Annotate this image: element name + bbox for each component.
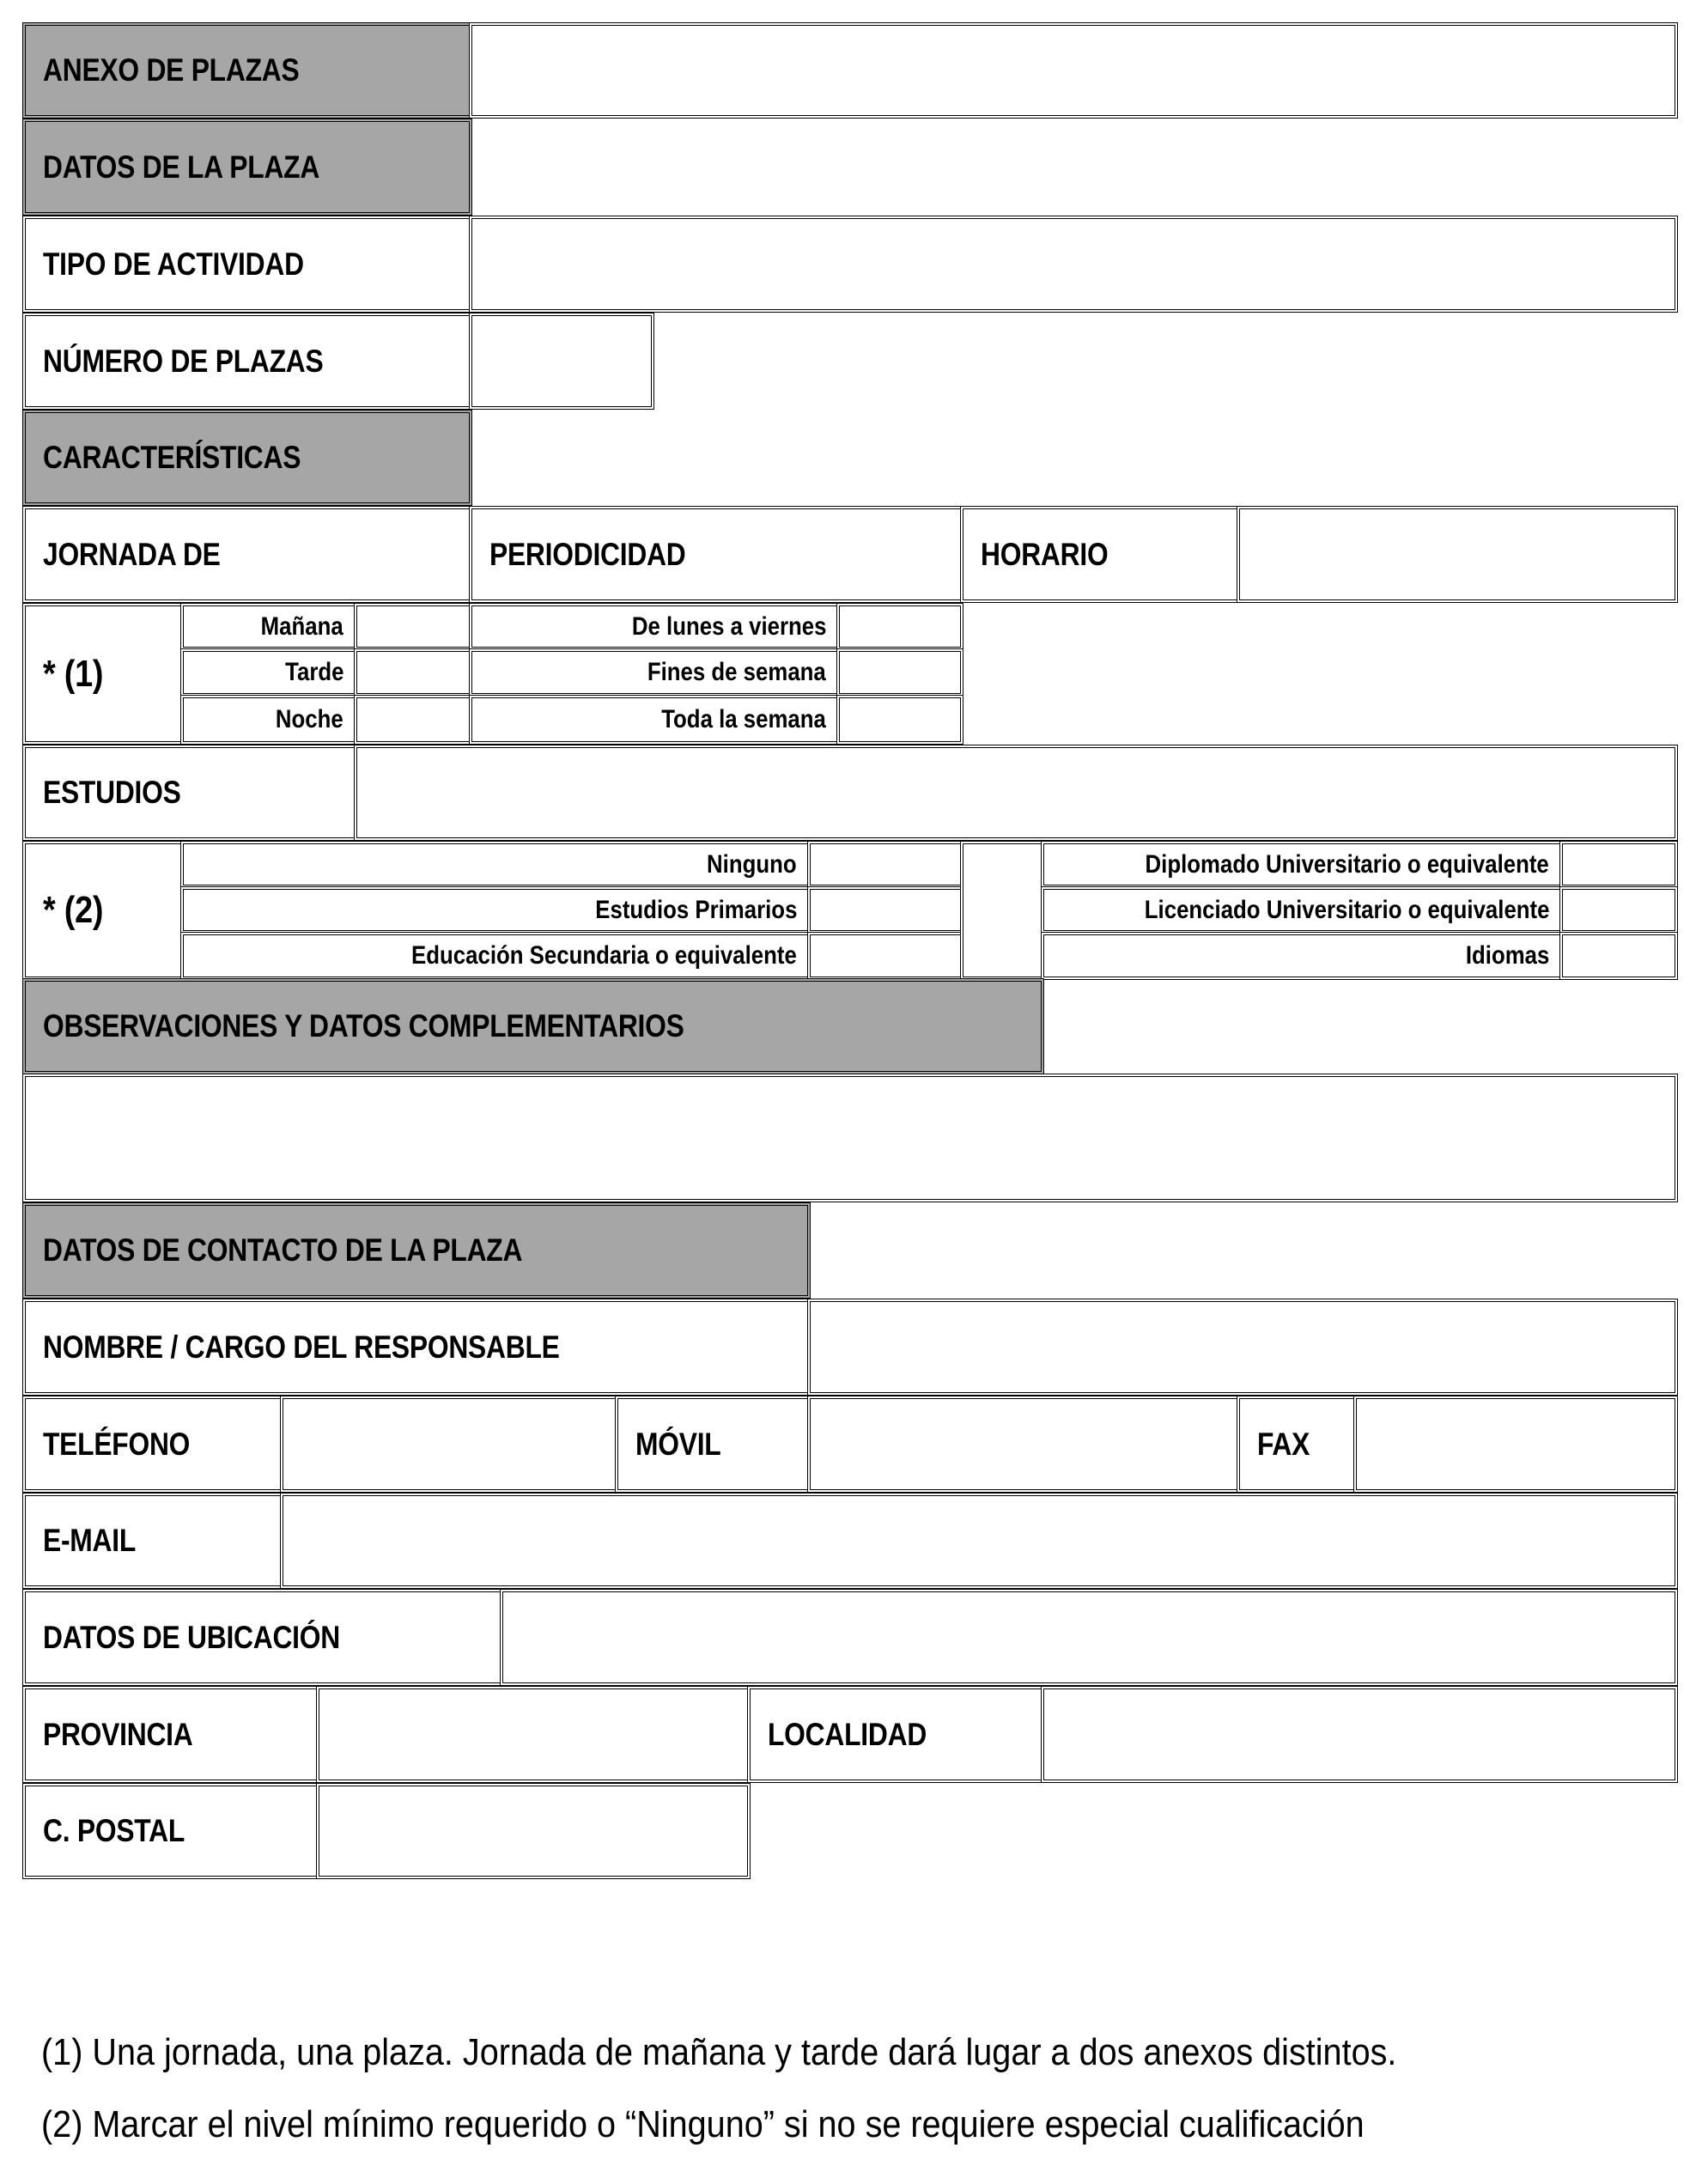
contact-data-header: DATOS DE CONTACTO DE LA PLAZA [22, 1202, 811, 1299]
observaciones-header: OBSERVACIONES Y DATOS COMPLEMENTARIOS [22, 978, 1044, 1074]
characteristics-header: CARACTERÍSTICAS [22, 410, 472, 506]
periodicidad-option-toda-semana: Toda la semana [469, 695, 840, 745]
estudios-checkbox-idiomas[interactable] [1559, 932, 1678, 980]
cpostal-label: C. POSTAL [22, 1783, 319, 1879]
estudios-checkbox-licenciado[interactable] [1559, 886, 1678, 934]
jornada-checkbox-manana[interactable] [354, 603, 472, 650]
responsable-field[interactable] [807, 1299, 1678, 1396]
fax-field[interactable] [1353, 1396, 1678, 1493]
periodicidad-label: PERIODICIDAD [469, 506, 963, 603]
jornada-checkbox-tarde[interactable] [354, 648, 472, 697]
num-plazas-field[interactable] [469, 313, 654, 410]
telefono-label: TELÉFONO [22, 1396, 283, 1493]
localidad-field[interactable] [1041, 1686, 1678, 1783]
activity-type-field[interactable] [469, 216, 1678, 313]
provincia-label: PROVINCIA [22, 1686, 319, 1783]
annex-header-field[interactable] [469, 22, 1678, 119]
horario-label: HORARIO [960, 506, 1240, 603]
plaza-data-header: DATOS DE LA PLAZA [22, 119, 472, 216]
estudios-option-ninguno: Ninguno [180, 841, 811, 888]
email-label: E-MAIL [22, 1493, 283, 1589]
periodicidad-checkbox-toda-semana[interactable] [836, 695, 963, 745]
jornada-label: JORNADA DE [22, 506, 472, 603]
activity-type-label: TIPO DE ACTIVIDAD [22, 216, 472, 313]
estudios-option-idiomas: Idiomas [1041, 932, 1563, 980]
provincia-field[interactable] [316, 1686, 751, 1783]
estudios-label: ESTUDIOS [22, 745, 357, 841]
estudios-option-licenciado: Licenciado Universitario o equivalente [1041, 886, 1563, 934]
ubicacion-field[interactable] [500, 1589, 1678, 1686]
estudios-option-primarios: Estudios Primarios [180, 886, 811, 934]
ref1-label: * (1) [22, 603, 184, 745]
periodicidad-option-lunes-viernes: De lunes a viernes [469, 603, 840, 650]
localidad-label: LOCALIDAD [747, 1686, 1044, 1783]
estudios-checkbox-primarios[interactable] [807, 886, 963, 934]
movil-field[interactable] [807, 1396, 1240, 1493]
jornada-option-manana: Mañana [180, 603, 357, 650]
num-plazas-label: NÚMERO DE PLAZAS [22, 313, 472, 410]
estudios-option-secundaria: Educación Secundaria o equivalente [180, 932, 811, 980]
fax-label: FAX [1237, 1396, 1357, 1493]
telefono-field[interactable] [280, 1396, 618, 1493]
periodicidad-checkbox-fines-semana[interactable] [836, 648, 963, 697]
responsable-label: NOMBRE / CARGO DEL RESPONSABLE [22, 1299, 811, 1396]
ref2-label: * (2) [22, 841, 184, 980]
footnote-2: (2) Marcar el nivel mínimo requerido o “Ninguno” si no se requiere especial cualificación [41, 2103, 1365, 2145]
cpostal-field[interactable] [316, 1783, 751, 1879]
periodicidad-option-fines-semana: Fines de semana [469, 648, 840, 697]
annex-header-label: ANEXO DE PLAZAS [22, 22, 472, 119]
jornada-option-noche: Noche [180, 695, 357, 745]
observaciones-field[interactable] [22, 1074, 1678, 1202]
estudios-checkbox-secundaria[interactable] [807, 932, 963, 980]
footnote-1: (1) Una jornada, una plaza. Jornada de mañana y tarde dará lugar a dos anexos distintos. [41, 2031, 1397, 2073]
estudios-field[interactable] [354, 745, 1678, 841]
jornada-option-tarde: Tarde [180, 648, 357, 697]
estudios-spacer-cell [960, 841, 1044, 980]
horario-field[interactable] [1237, 506, 1678, 603]
estudios-checkbox-diplomado[interactable] [1559, 841, 1678, 888]
jornada-checkbox-noche[interactable] [354, 695, 472, 745]
ubicacion-label: DATOS DE UBICACIÓN [22, 1589, 503, 1686]
estudios-checkbox-ninguno[interactable] [807, 841, 963, 888]
email-field[interactable] [280, 1493, 1678, 1589]
estudios-option-diplomado: Diplomado Universitario o equivalente [1041, 841, 1563, 888]
movil-label: MÓVIL [615, 1396, 811, 1493]
periodicidad-checkbox-lunes-viernes[interactable] [836, 603, 963, 650]
